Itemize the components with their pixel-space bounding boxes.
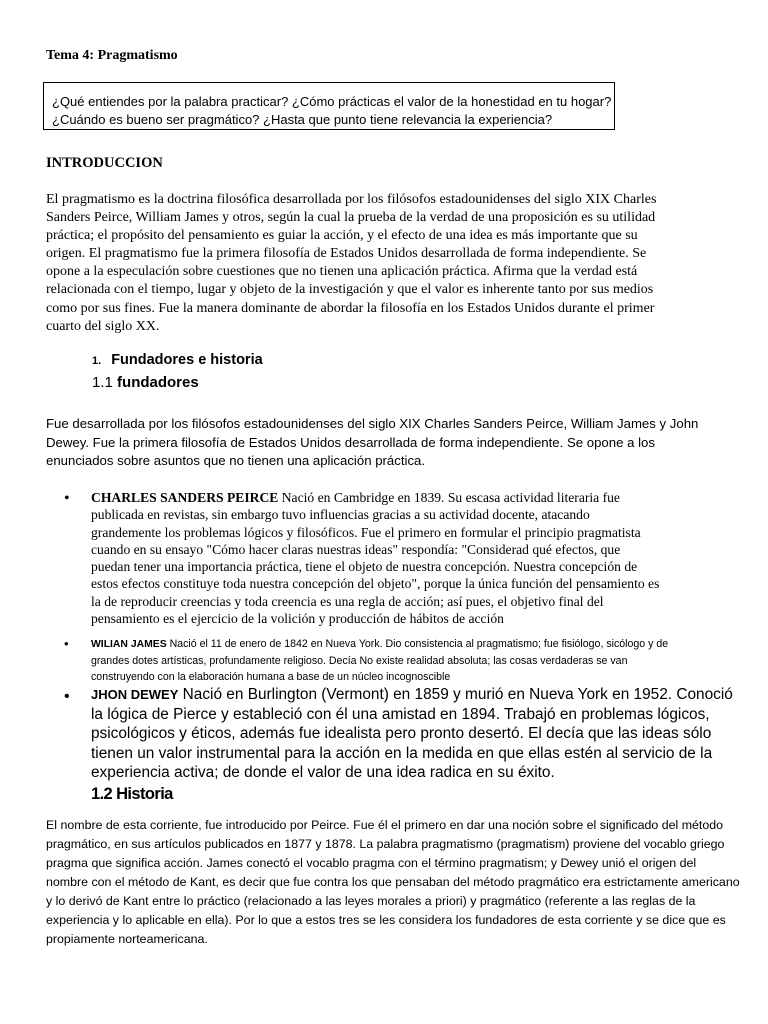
subsection-heading-fundadores: [92, 374, 199, 391]
founder-item-dewey: [91, 685, 741, 783]
founder-name: JHON DEWEY: [91, 687, 179, 702]
subsection-number: 1.1: [92, 374, 113, 391]
section-title: Fundadores e historia: [111, 352, 263, 368]
section-heading-fundadores-historia: [92, 352, 263, 368]
founder-name: WILIAN JAMES: [91, 639, 167, 650]
question-line: ¿Qué entiendes por la palabra practicar? ¿Cómo prácticas el valor de la honestidad en tu hogar?: [52, 94, 612, 109]
historia-paragraph: El nombre de esta corriente, fue introducido por Peirce. Fue él el primero en dar una noción sobre el significado del método pragmático, en sus artículos publicados en 1877 y 1878. La palabra pragmatismo (pragmatism) proviene del vocablo griego pragma que significa acción. James conectó el vocablo pragma con el término pragmatism; y Dewey unió el origen del nombre con el método de Kant, es decir que fue contra los que pensaban del método pragmático era estrictamente americano y lo derivó de Kant entre lo práctico (relacionado a las leyes morales a priori) y pragmático (referente a las reglas de la experiencia y lo aplicable en ella). Por lo que a estos tres se les considera los fundadores de esta corriente y se dice que es propiamente norteamericana.: [46, 818, 740, 946]
subsection-heading-historia: 1.2 Historia: [91, 785, 173, 803]
page-title: Tema 4: Pragmatismo: [46, 48, 178, 63]
bullet-icon: •: [64, 688, 70, 705]
founder-name: CHARLES SANDERS PEIRCE: [91, 490, 279, 505]
founder-description: Nació en Cambridge en 1839. Su escasa actividad literaria fue publicada en revistas, sin embargo tuvo influencias gracias a su actividad docente, atacando grandemente los problemas lógicos y filosóficos. Fue el primero en formular el principio pragmatista cuando en su ensayo "Cómo hacer claras nuestras ideas" respondía: "Considerad qué efectos, que puedan tener una importancia práctica, tiene el objeto de nuestra concepción. Nuestra concepción de estos efectos constituye toda nuestra concepción del objeto", porque la única función del pensamiento es la de reproducir creencias y toda creencia es una regla de acción; así pues, el objetivo final del pensamiento es el ejercicio de la volición y producción de hábitos de acción: [91, 490, 660, 627]
question-line: ¿Cuándo es bueno ser pragmático? ¿Hasta que punto tiene relevancia la experiencia?: [52, 112, 553, 127]
questions-box: [43, 82, 615, 130]
intro-paragraph: El pragmatismo es la doctrina filosófica desarrollada por los filósofos estadounidenses del siglo XIX Charles Sanders Peirce, William James y otros, según la cual la prueba de la verdad de una proposición es su utilidad práctica; el propósito del pensamiento es guiar la acción, y el efecto de una idea es más importante que su origen. El pragmatismo fue la primera filosofía de Estados Unidos desarrollada de forma independiente. Se opone a la especulación sobre cuestiones que no tienen una aplicación práctica. Afirma que la verdad está relacionada con el tiempo, lugar y objeto de la investigación y que el valor es inherente tanto por sus medios como por sus fines. Fue la manera dominante de abordar la filosofía en los Estados Unidos durante el primer cuarto del siglo XX.: [46, 192, 657, 334]
section-number: 1.: [92, 355, 102, 367]
subsection-title: fundadores: [117, 374, 199, 391]
bullet-icon: •: [64, 636, 69, 651]
founder-item-peirce: [91, 489, 731, 627]
founder-item-james: [91, 636, 731, 686]
fundadores-paragraph: Fue desarrollada por los filósofos estadounidenses del siglo XIX Charles Sanders Peirce, William James y John Dewey. Fue la primera filosofía de Estados Unidos desarrollada de forma independiente. Se opone a los enunciados sobre asuntos que no tienen una aplicación práctica.: [46, 416, 699, 469]
bullet-icon: •: [64, 490, 70, 507]
founder-description: Nació el 11 de enero de 1842 en Nueva York. Dio consistencia al pragmatismo; fue fisiólogo, sicólogo y de grandes dotes artísticas, profundamente religioso. Decía No existe realidad absoluta; las cosas verdaderas se van construyendo con la elaboración humana a base de un núcleo incognoscible: [91, 638, 669, 684]
founder-description: Nació en Burlington (Vermont) en 1859 y murió en Nueva York en 1952. Conoció la lógica de Pierce y estableció con él una amistad en 1894. Trabajó en problemas lógicos, psicológicos y éticos, además fue idealista pero pronto desertó. El decía que las ideas sólo tienen un valor instrumental para la acción en la medida en que ellas estén al servicio de la experiencia activa; de donde el valor de una idea radica en su éxito.: [91, 686, 733, 782]
intro-heading: INTRODUCCION: [46, 155, 163, 171]
